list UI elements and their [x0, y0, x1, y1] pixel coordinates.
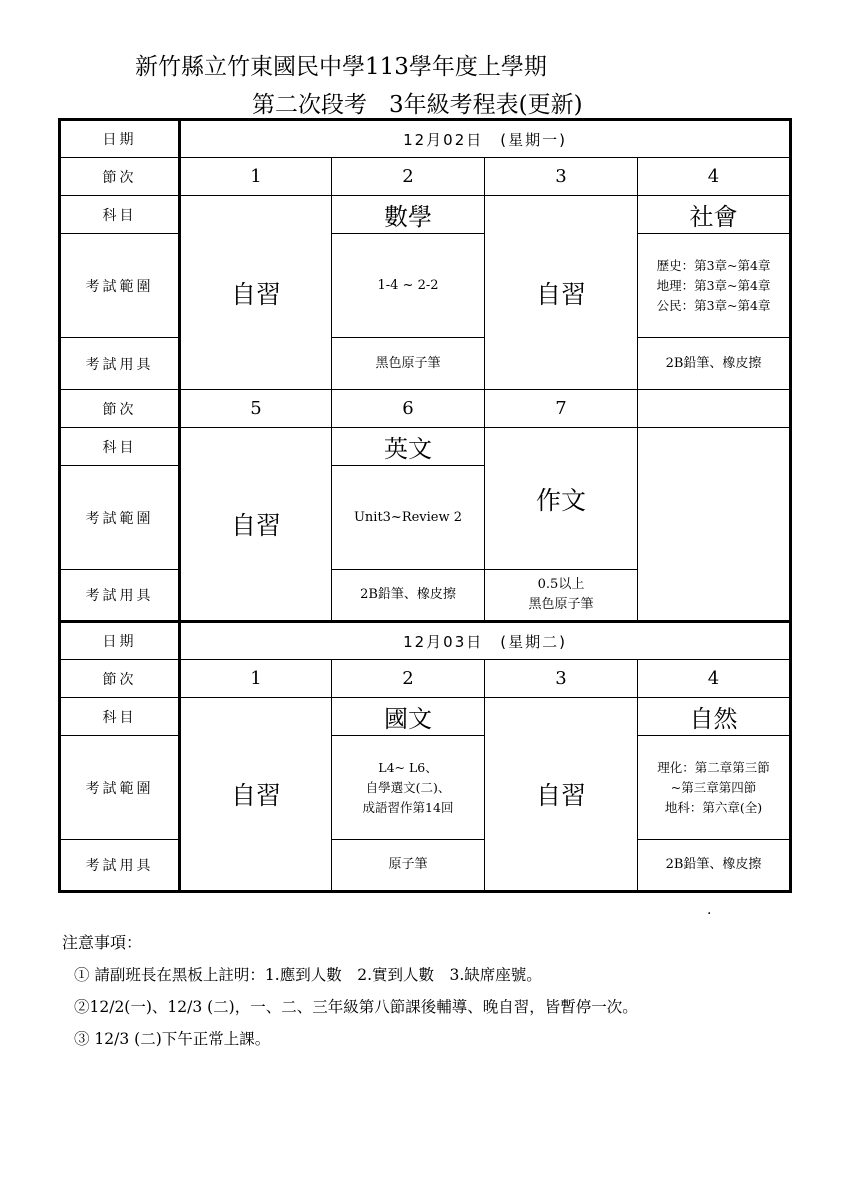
- period-cell: 4: [638, 158, 791, 196]
- social-range: [638, 234, 791, 338]
- range-label: 考試範圍: [60, 736, 180, 840]
- date-label: 日期: [60, 120, 180, 158]
- exam-name: 第二次段考: [252, 92, 367, 118]
- period-cell: [638, 390, 791, 428]
- subject-label: 科目: [60, 698, 180, 736]
- self-study-cell: 自習: [485, 196, 638, 390]
- tools-line: 0.5以上: [537, 577, 585, 592]
- period-cell: 3: [485, 158, 638, 196]
- subject-math: 數學: [332, 196, 485, 234]
- range-line: 理化：第二章第三節: [657, 759, 770, 775]
- subject-science: 自然: [638, 698, 791, 736]
- self-study-cell: 自習: [180, 698, 332, 892]
- period-cell: 4: [638, 660, 791, 698]
- empty-cell: [638, 428, 791, 622]
- note-item: ③ 12/3 (二)下午正常上課。: [74, 1030, 271, 1048]
- subject-label: 科目: [60, 196, 180, 234]
- range-line: 地科：第六章(全): [664, 799, 763, 815]
- period-cell: 3: [485, 660, 638, 698]
- range-line: 公民：第3章~第4章: [656, 297, 771, 313]
- math-tools: 黑色原子筆: [332, 338, 485, 390]
- chinese-range: [332, 736, 485, 840]
- period-cell: 1: [180, 660, 332, 698]
- notes-section: [62, 930, 638, 1059]
- self-study-cell: 自習: [485, 698, 638, 892]
- period-cell: 5: [180, 390, 332, 428]
- range-line: ~第三章第四節: [670, 779, 757, 795]
- period-cell: 7: [485, 390, 638, 428]
- document-subtitle: [252, 86, 583, 119]
- english-range: Unit3~Review 2: [332, 466, 485, 570]
- social-tools: 2B鉛筆、橡皮擦: [638, 338, 791, 390]
- self-study-cell: 自習: [180, 196, 332, 390]
- range-line: 歷史：第3章~第4章: [656, 257, 771, 273]
- tools-line: 黑色原子筆: [528, 597, 594, 612]
- period-label: 節次: [60, 158, 180, 196]
- period-cell: 1: [180, 158, 332, 196]
- note-item: ① 請副班長在黑板上註明：1.應到人數 2.實到人數 3.缺席座號。: [74, 966, 542, 984]
- period-cell: 2: [332, 660, 485, 698]
- day1-date: 12月02日 (星期一): [180, 120, 791, 158]
- period-label: 節次: [60, 390, 180, 428]
- range-line: 自學選文(二)、: [365, 779, 451, 795]
- tools-label: 考試用具: [60, 840, 180, 892]
- note-item: ②12/2(一)、12/3 (二)，一、二、三年級第八節課後輔導、晚自習，皆暫停一次。: [74, 998, 638, 1016]
- period-cell: 2: [332, 158, 485, 196]
- document-title: 新竹縣立竹東國民中學113學年度上學期: [135, 54, 547, 80]
- tools-label: 考試用具: [60, 338, 180, 390]
- range-line: L4~ L6、: [378, 759, 438, 775]
- subject-english: 英文: [332, 428, 485, 466]
- period-label: 節次: [60, 660, 180, 698]
- range-line: 地理：第3章~第4章: [656, 277, 771, 293]
- chinese-tools: 原子筆: [332, 840, 485, 892]
- period-cell: 6: [332, 390, 485, 428]
- subject-label: 科目: [60, 428, 180, 466]
- writing-tools: [485, 570, 638, 622]
- subject-chinese: 國文: [332, 698, 485, 736]
- science-range: [638, 736, 791, 840]
- schedule-name: 3年級考程表(更新): [389, 92, 583, 118]
- date-label: 日期: [60, 622, 180, 660]
- self-study-cell: 自習: [180, 428, 332, 622]
- range-line: 成語習作第14回: [362, 799, 454, 815]
- range-label: 考試範圍: [60, 234, 180, 338]
- day2-date: 12月03日 (星期二): [180, 622, 791, 660]
- science-tools: 2B鉛筆、橡皮擦: [638, 840, 791, 892]
- subject-social: 社會: [638, 196, 791, 234]
- math-range: 1-4 ~ 2-2: [332, 234, 485, 338]
- tools-label: 考試用具: [60, 570, 180, 622]
- stray-mark: .: [707, 902, 712, 918]
- english-tools: 2B鉛筆、橡皮擦: [332, 570, 485, 622]
- range-label: 考試範圍: [60, 466, 180, 570]
- exam-schedule-table: [58, 118, 792, 893]
- notes-heading: 注意事項：: [62, 933, 143, 952]
- subject-writing: 作文: [485, 428, 638, 570]
